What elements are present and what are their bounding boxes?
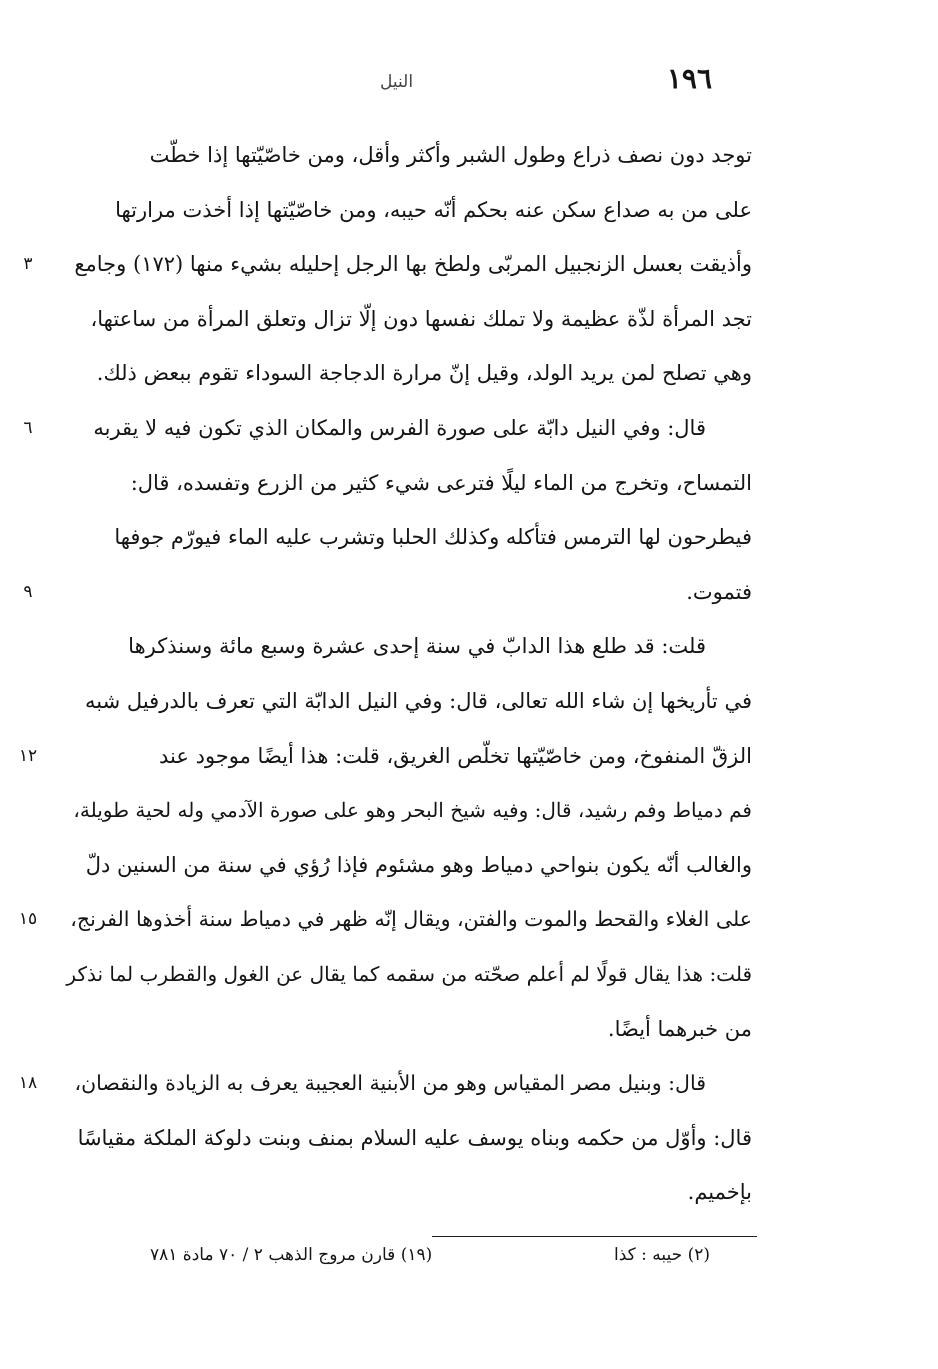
running-head: النيل <box>380 72 414 92</box>
footnote-19: (١٩) قارن مروج الذهب ٢ / ٧٠ مادة ٧٨١ <box>150 1245 433 1265</box>
line-number: ٦ <box>23 417 33 438</box>
text-line <box>62 1111 752 1166</box>
text-line <box>62 838 752 893</box>
footnotes <box>150 1238 710 1272</box>
text-line <box>62 619 752 674</box>
text-line-content: على من به صداع سكن عنه بحكم أنّه حيبه، ومن خاصّيّتها إذا أخذت مرارتها <box>115 197 752 222</box>
text-line-content: الزقّ المنفوخ، ومن خاصّيّتها تخلّص الغريق، قلت: هذا أيضًا موجود عند <box>159 743 752 768</box>
text-line <box>62 128 752 183</box>
footnote-rule <box>432 1236 757 1237</box>
text-line-content: قال: وفي النيل دابّة على صورة الفرس والمكان الذي تكون فيه لا يقربه <box>93 415 706 440</box>
text-line-content: من خبرهما أيضًا. <box>607 1016 752 1041</box>
line-number: ٣ <box>23 254 33 275</box>
text-line-content: وهي تصلح لمن يريد الولد، وقيل إنّ مرارة الدجاجة السوداء تقوم ببعض ذلك. <box>96 361 752 386</box>
text-line <box>62 783 752 838</box>
text-line <box>62 183 752 238</box>
text-line-content: التمساح، وتخرج من الماء ليلًا فترعى شيء كثير من الزرع وتفسده، قال: <box>130 470 752 495</box>
line-number: ١٢ <box>18 745 38 766</box>
line-number: ٩ <box>23 581 33 602</box>
text-line-content: قال: وبنيل مصر المقياس وهو من الأبنية العجيبة يعرف به الزيادة والنقصان، <box>74 1071 706 1096</box>
text-line-content: قال: وأوّل من حكمه وبناه يوسف عليه السلام بمنف وبنت دلوكة الملكة مقياسًا <box>77 1125 752 1150</box>
text-line <box>62 947 752 1002</box>
line-number: ١٥ <box>18 909 38 930</box>
footnote-2: (٢) حيبه : كذا <box>614 1245 710 1265</box>
text-line-content: قلت: هذا يقال قولًا لم أعلم صحّته من سقمه كما يقال عن الغول والقطرب لما نذكر <box>66 961 752 986</box>
text-line <box>62 1002 752 1057</box>
text-line-content: قلت: قد طلع هذا الدابّ في سنة إحدى عشرة وسبع مائة وسنذكرها <box>128 634 706 659</box>
text-line-content: فم دمياط وفم رشيد، قال: وفيه شيخ البحر وهو على صورة الآدمي وله لحية طويلة، <box>73 798 752 823</box>
text-line <box>62 1165 752 1220</box>
text-line <box>23 237 752 292</box>
text-line <box>62 456 752 511</box>
text-line-content: والغالب أنّه يكون بنواحي دمياط وهو مشئوم فإذا رُؤي في سنة من السنين دلّ <box>85 852 752 877</box>
text-line <box>23 565 752 620</box>
text-line-content: بإخميم. <box>687 1180 752 1205</box>
text-line-content: فيطرحون لها الترمس فتأكله وكذلك الحلبا وتشرب عليه الماء فيورّم جوفها <box>114 525 752 550</box>
text-line-content: على الغلاء والقحط والموت والفتن، ويقال إنّه ظهر في دمياط سنة أخذوها الفرنج، <box>70 907 752 932</box>
text-line-content: تجد المرأة لذّة عظيمة ولا تملك نفسها دون إلّا تزال وتعلق المرأة من ساعتها، <box>90 306 752 331</box>
page-number: ١٩٦ <box>666 62 712 95</box>
text-line-content: وأذيقت بعسل الزنجبيل المربّى ولطخ بها الرجل إحليله بشيء منها (١٧٢) وجامع <box>74 252 752 277</box>
text-line-content: فتموت. <box>686 579 752 604</box>
text-line <box>62 292 752 347</box>
text-line-content: في تأريخها إن شاء الله تعالى، قال: وفي النيل الدابّة التي تعرف بالدرفيل شبه <box>85 688 752 713</box>
text-line <box>62 346 752 401</box>
text-line <box>18 729 752 784</box>
text-line <box>23 401 752 456</box>
text-line <box>18 1056 752 1111</box>
text-line-content: توجد دون نصف ذراع وطول الشبر وأكثر وأقل، ومن خاصّيّتها إذا خطّت <box>149 143 752 167</box>
main-text <box>18 128 752 1220</box>
text-line <box>62 510 752 565</box>
text-line <box>18 892 752 947</box>
line-number: ١٨ <box>18 1073 38 1094</box>
text-line <box>62 674 752 729</box>
page-header <box>60 62 720 98</box>
